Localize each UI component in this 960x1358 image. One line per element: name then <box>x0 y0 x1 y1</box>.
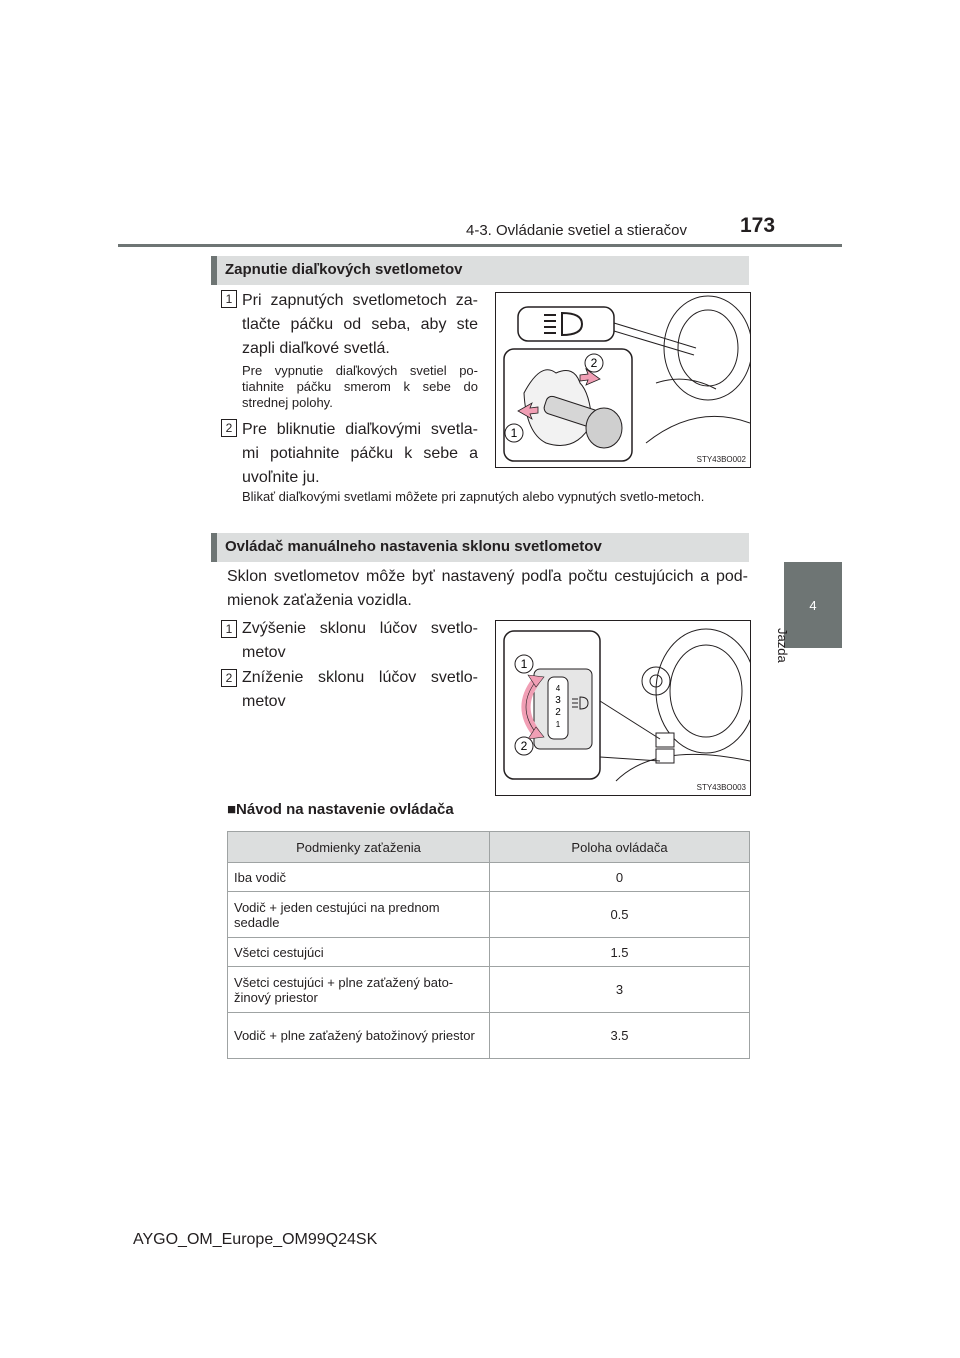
table-cell: 1.5 <box>490 938 750 967</box>
dial-illustration <box>496 621 750 795</box>
column-header: Podmienky zaťaženia <box>228 832 490 863</box>
callout-1: 1 <box>520 657 528 671</box>
step-2-text: Pre bliknutie diaľkovými svetla-mi potiahnite páčku k sebe a uvoľnite ju. <box>242 421 478 486</box>
figure-code: STY43BO002 <box>696 455 746 464</box>
figure-leveling-dial <box>495 620 751 796</box>
step-1-note: Pre vypnutie diaľkových svetiel po-tiahnite páčku smerom k sebe do strednej polohy. <box>242 363 478 410</box>
lever-illustration <box>496 293 750 467</box>
table-row <box>228 892 750 938</box>
page-number: 173 <box>740 214 776 237</box>
callout-1: 1 <box>510 426 518 440</box>
table-cell: Iba vodič <box>228 863 490 892</box>
chapter-tab-number: 4 <box>809 597 817 613</box>
step-2-note: Blikať diaľkovými svetlami môžete pri zapnutých alebo vypnutých svetlo-metoch. <box>242 489 705 504</box>
dial-mark-3: 3 <box>555 695 561 706</box>
leveling-step-2: Zníženie sklonu lúčov svetlo-metov <box>242 669 478 710</box>
leveling-step-1: Zvýšenie sklonu lúčov svetlo-metov <box>242 620 478 661</box>
section-heading-text: Ovládač manuálneho nastavenia sklonu svetlometov <box>225 538 602 555</box>
dial-mark-1: 1 <box>555 720 561 729</box>
dial-mark-4: 4 <box>555 684 561 693</box>
callout-2: 2 <box>590 356 598 370</box>
chapter-title: 4-3. Ovládanie svetiel a stieračov <box>466 222 687 239</box>
document-footer: AYGO_OM_Europe_OM99Q24SK <box>133 1231 378 1248</box>
table-cell: Vodič + plne zaťažený batožinový priestor <box>228 1013 490 1059</box>
section-heading-text: Zapnutie diaľkových svetlometov <box>225 261 463 278</box>
header-rule <box>118 244 842 247</box>
step-badge: 1 <box>221 290 237 308</box>
table-cell: 0.5 <box>490 892 750 938</box>
table-cell: 3.5 <box>490 1013 750 1059</box>
table-row <box>228 967 750 1013</box>
column-header: Poloha ovládača <box>490 832 750 863</box>
step-badge: 1 <box>221 620 237 638</box>
step-badge: 2 <box>221 419 237 437</box>
table-row <box>228 938 750 967</box>
figure-code: STY43BO003 <box>696 783 746 792</box>
chapter-tab-label: Jazda <box>775 628 790 663</box>
table-cell: Všetci cestujúci + plne zaťažený bato-žinový priestor <box>228 967 490 1013</box>
table-row <box>228 863 750 892</box>
chapter-tab <box>784 562 842 648</box>
section-heading-high-beam <box>211 256 749 285</box>
table-cell: 0 <box>490 863 750 892</box>
table-cell: Všetci cestujúci <box>228 938 490 967</box>
table-row <box>228 1013 750 1059</box>
callout-2: 2 <box>520 739 528 753</box>
step-badge: 2 <box>221 669 237 687</box>
table-cell: Vodič + jeden cestujúci na prednom sedadle <box>228 892 490 938</box>
step-1-text: Pri zapnutých svetlometoch za-tlačte páčku od seba, aby ste zapli diaľkové svetlá. <box>242 292 478 357</box>
leveling-intro: Sklon svetlometov môže byť nastavený podľa počtu cestujúcich a pod-mienok zaťaženia vozidla. <box>227 568 748 609</box>
figure-high-beam-lever <box>495 292 751 468</box>
dial-mark-2: 2 <box>555 707 561 718</box>
leveling-guide-table <box>227 831 750 1059</box>
section-heading-leveling <box>211 533 749 562</box>
table-cell: 3 <box>490 967 750 1013</box>
guide-heading: ■Návod na nastavenie ovládača <box>227 801 454 818</box>
